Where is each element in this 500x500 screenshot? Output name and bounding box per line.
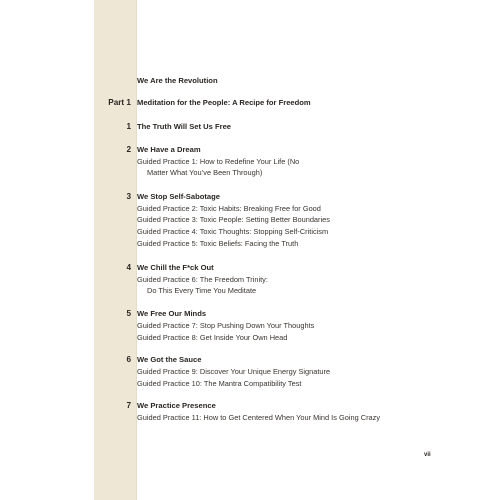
toc-chapter-title: We Free Our Minds [137,309,207,318]
toc-practice: Guided Practice 10: The Mantra Compatibility Test [137,379,302,388]
toc-practice-row [0,412,500,424]
toc-intro-row [0,75,500,87]
toc-chapter-row [0,191,500,203]
toc-chapter-row [0,354,500,366]
toc-practice: Guided Practice 7: Stop Pushing Down Your Thoughts [137,321,315,330]
toc-practice: Guided Practice 11: How to Get Centered When Your Mind Is Going Crazy [137,413,381,422]
toc-chapter-row [0,262,500,274]
toc-practice: Guided Practice 1: How to Redefine Your Life (No [137,157,300,166]
toc-practice-continued: Matter What You’ve Been Through) [147,168,263,177]
toc-part-row [0,97,500,109]
toc-chapter-title: The Truth Will Set Us Free [137,122,232,131]
toc-chapter-number: 5 [126,309,131,318]
toc-chapter-title: We Practice Presence [137,401,216,410]
toc-practice-row [0,226,500,238]
toc-chapter-row [0,144,500,156]
toc-practice: Guided Practice 9: Discover Your Unique Energy Signature [137,367,331,376]
toc-practice: Guided Practice 6: The Freedom Trinity: [137,275,268,284]
toc-chapter-row [0,121,500,133]
toc-practice: Guided Practice 5: Toxic Beliefs: Facing the Truth [137,239,299,248]
toc-chapter-number: 6 [126,355,131,364]
page-number: vii [424,452,431,458]
toc-practice-row [0,285,500,297]
toc-practice: Guided Practice 3: Toxic People: Setting Better Boundaries [137,215,330,224]
toc-practice-row [0,214,500,226]
toc-chapter-title: We Chill the F*ck Out [137,263,214,272]
toc-practice-continued: Do This Every Time You Meditate [147,286,257,295]
toc-practice-row [0,378,500,390]
toc-chapter-number: 7 [126,401,131,410]
toc-practice-row [0,366,500,378]
toc-chapter-number: 4 [126,263,131,272]
toc-chapter-title: We Have a Dream [137,145,201,154]
toc-practice-row [0,320,500,332]
toc-chapter-number: 3 [126,192,131,201]
toc-intro-title: We Are the Revolution [137,76,218,85]
toc-practice-row [0,332,500,344]
toc-chapter-row [0,400,500,412]
toc-practice: Guided Practice 4: Toxic Thoughts: Stopping Self-Criticism [137,227,329,236]
toc-practice: Guided Practice 8: Get Inside Your Own Head [137,333,288,342]
toc-part-title: Meditation for the People: A Recipe for Freedom [137,98,311,107]
toc-chapter-title: We Got the Sauce [137,355,202,364]
toc-chapter-number: 1 [126,122,131,131]
toc-practice-row [0,238,500,250]
toc-part-label: Part 1 [108,98,131,107]
toc-chapter-row [0,308,500,320]
toc-practice: Guided Practice 2: Toxic Habits: Breaking Free for Good [137,204,321,213]
toc-practice-row [0,167,500,179]
toc-chapter-number: 2 [126,145,131,154]
toc-chapter-title: We Stop Self-Sabotage [137,192,220,201]
